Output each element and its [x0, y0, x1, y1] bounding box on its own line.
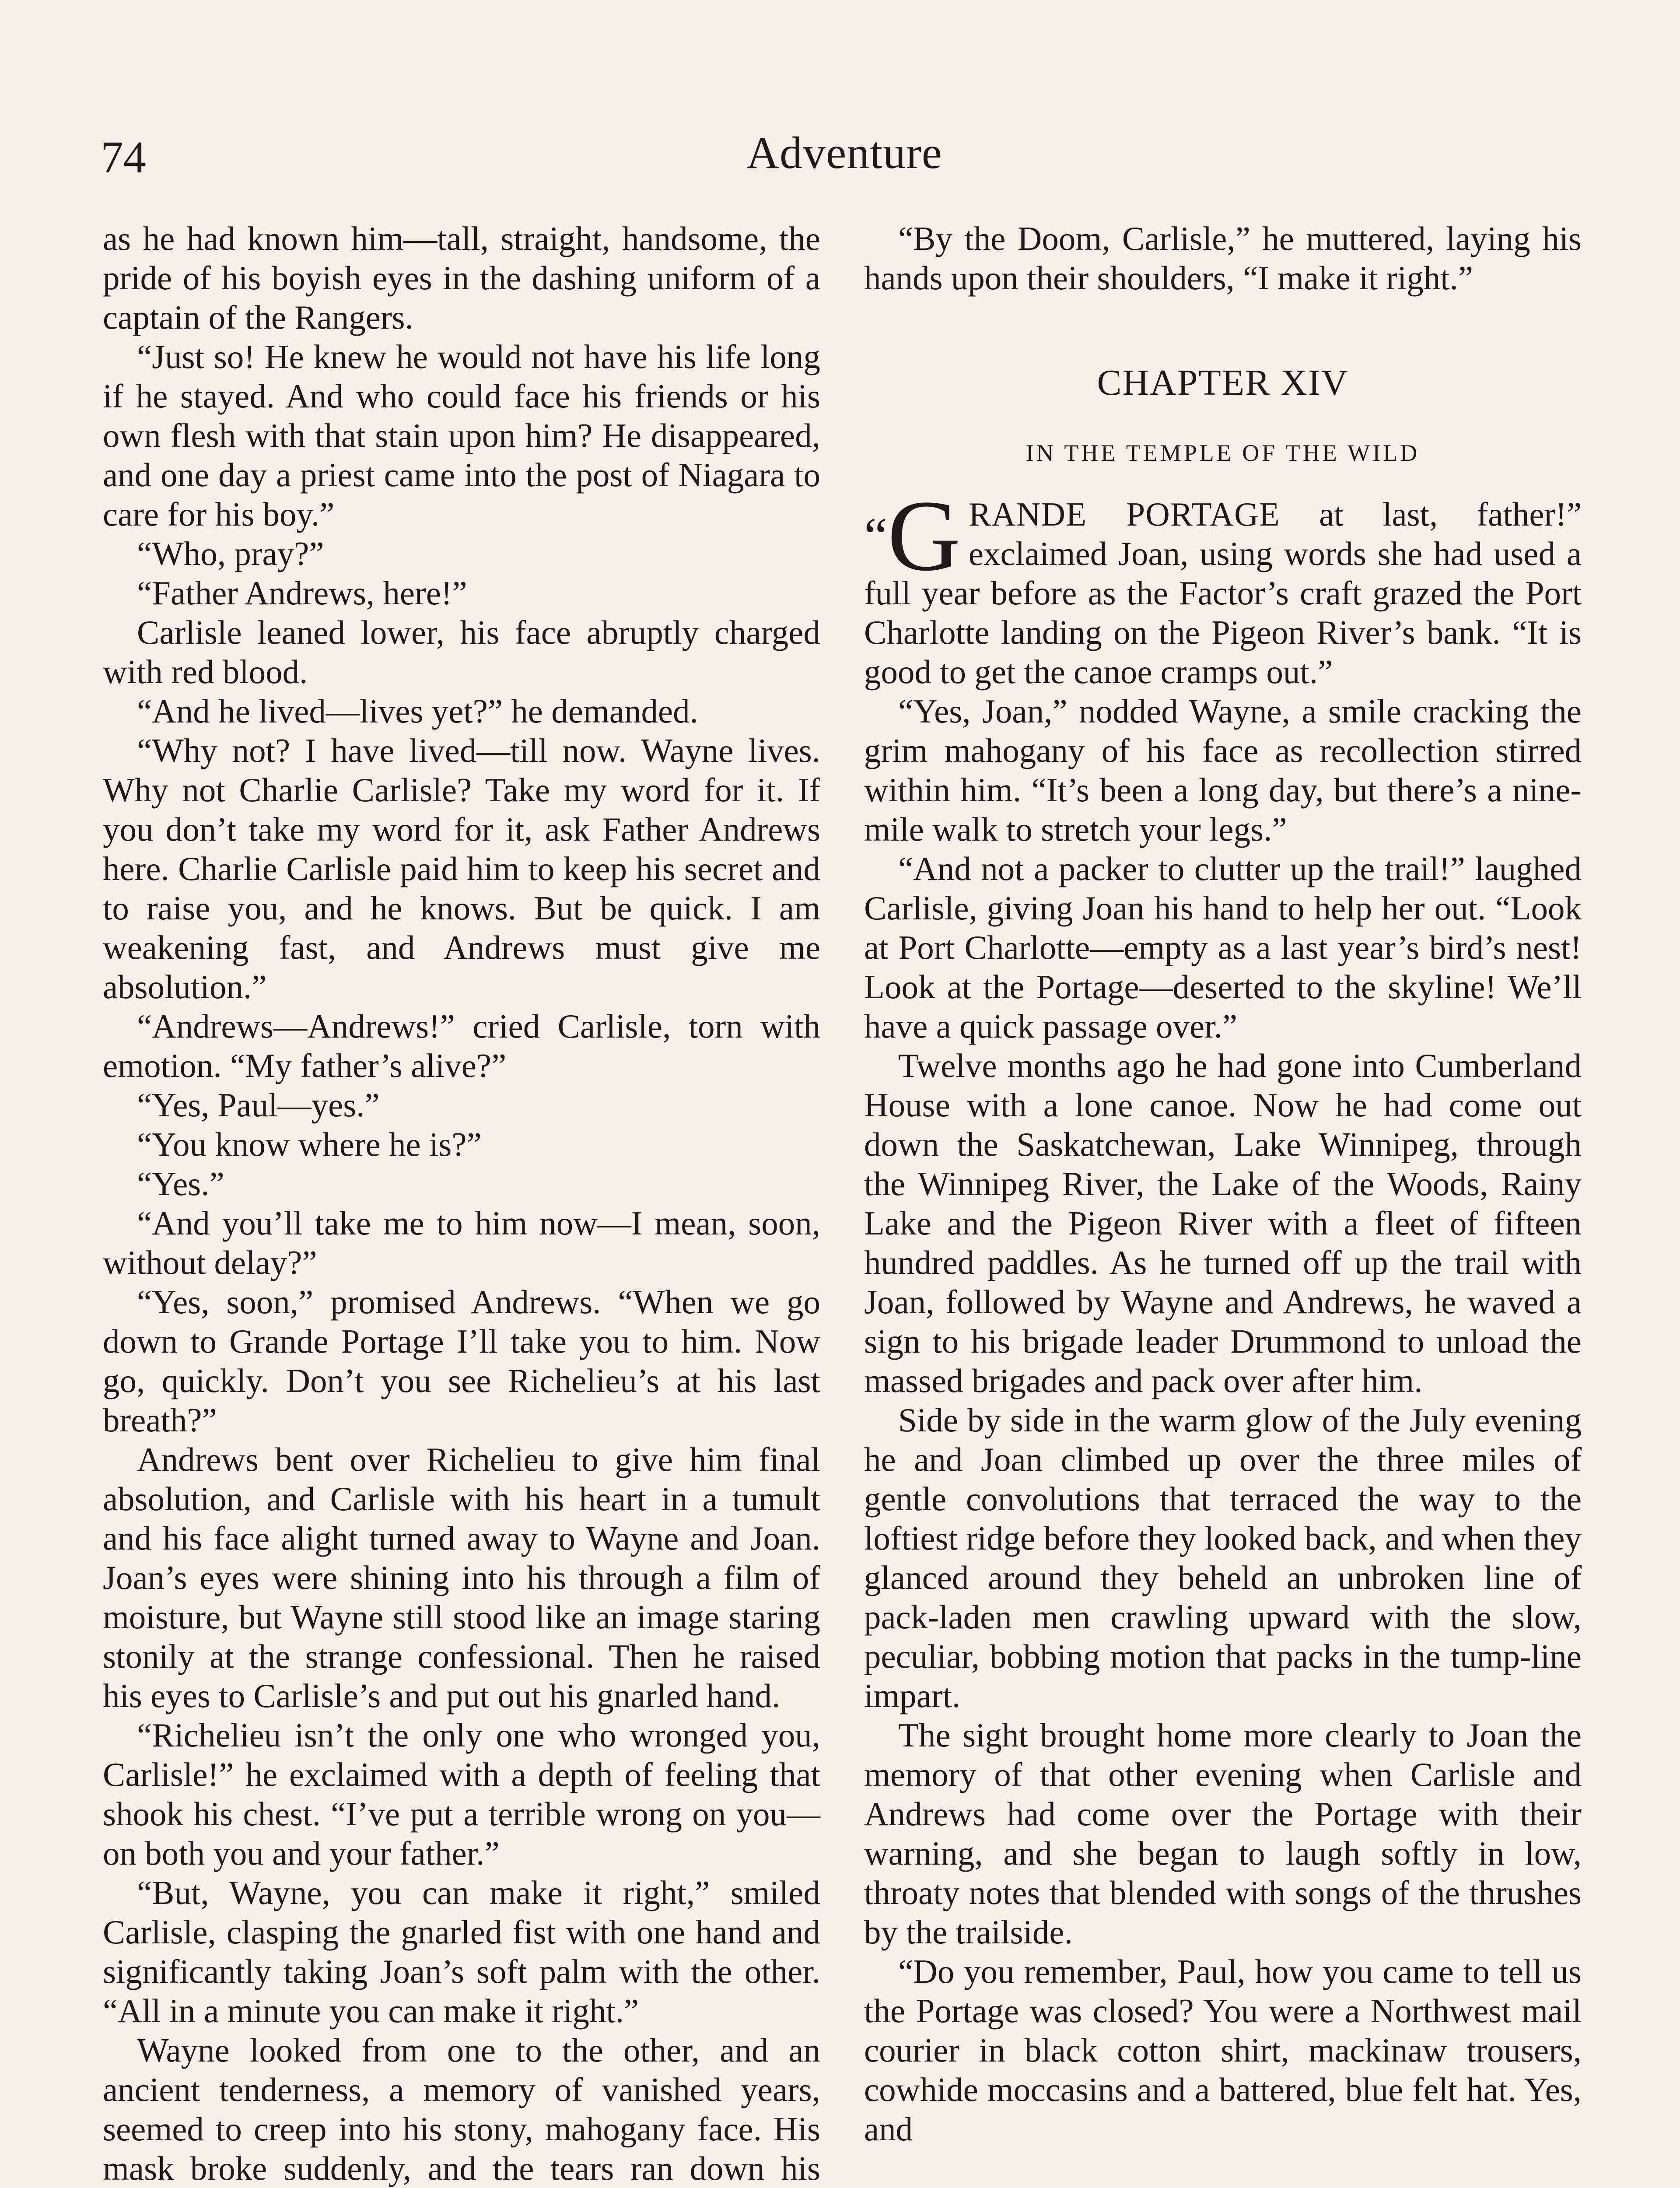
- drop-cap-quote: “: [864, 507, 888, 565]
- paragraph: “You know where he is?”: [137, 1126, 482, 1163]
- chapter-title: CHAPTER XIV: [1097, 362, 1349, 403]
- paragraph: “Yes, Paul—yes.”: [137, 1086, 380, 1124]
- drop-cap: [864, 480, 961, 592]
- paragraph: “But, Wayne, you can make it right,” smiled Carlisle, clasping the gnarled fist with one hand and significantly taking Joan’s soft palm with the other. “All in a minute you can make it right.”: [103, 1874, 820, 2030]
- paragraph: “Yes, soon,” promised Andrews. “When we go down to Grande Portage I’ll take you to him. Now go, quickly. Don’t you see Richelieu’s at his last breath?”: [103, 1283, 820, 1439]
- right-column: [864, 219, 1582, 2149]
- paragraph: “Do you remember, Paul, how you came to tell us the Portage was closed? You were a Northwest mail courier in black cotton shirt, mackinaw trousers, cowhide moccasins and a battered, blue felt hat. Yes, and: [864, 1953, 1582, 2148]
- drop-cap-letter: G: [887, 480, 961, 592]
- left-column: [103, 219, 820, 2188]
- paragraph: as he had known him—tall, straight, handsome, the pride of his boyish eyes in the dashing uniform of a captain of the Rangers.: [103, 220, 820, 336]
- running-head: Adventure: [746, 128, 942, 178]
- paragraph: “And not a packer to clutter up the trail!” laughed Carlisle, giving Joan his hand to help her out. “Look at Port Charlotte—empty as a last year’s bird’s nest! Look at the Portage—deserted to the skyline! We’ll have a quick passage over.”: [864, 850, 1582, 1045]
- page-header: [101, 127, 1588, 188]
- paragraph: “Andrews—Andrews!” cried Carlisle, torn with emotion. “My father’s alive?”: [103, 1007, 820, 1084]
- paragraph: “Why not? I have lived—till now. Wayne lives. Why not Charlie Carlisle? Take my word for it. If you don’t take my word for it, ask Father Andrews here. Charlie Carlisle paid him to keep his secret and to raise you, and he knows. But be quick. I am weakening fast, and Andrews must give me absolution.”: [103, 732, 820, 1006]
- page-number: 74: [101, 132, 146, 182]
- paragraph: “Father Andrews, here!”: [137, 574, 467, 612]
- paragraph: “And he lived—lives yet?” he demanded.: [137, 692, 698, 730]
- paragraph: “Yes, Joan,” nodded Wayne, a smile cracking the grim mahogany of his face as recollection stirred within him. “It’s been a long day, but there’s a nine-mile walk to stretch your legs.”: [864, 692, 1582, 848]
- paragraph: The sight brought home more clearly to Joan the memory of that other evening when Carlisle and Andrews had come over the Portage with their warning, and she began to laugh softly in low, throaty notes that blended with songs of the thrushes by the trailside.: [864, 1716, 1582, 1951]
- paragraph: Andrews bent over Richelieu to give him final absolution, and Carlisle with his heart in a tumult and his face alight turned away to Wayne and Joan. Joan’s eyes were shining into his through a film of moisture, but Wayne still stood like an image staring stonily at the strange confessional. Then he raised his eyes to Carlisle’s and put out his gnarled hand.: [103, 1441, 820, 1715]
- paragraph: Wayne looked from one to the other, and an ancient tenderness, a memory of vanished years, seemed to creep into his stony, mahogany face. His mask broke suddenly, and the tears ran down his: [103, 2031, 820, 2187]
- chapter-subtitle: IN THE TEMPLE OF THE WILD: [1026, 440, 1420, 466]
- opening-caps: RANDE PORTAGE: [968, 495, 1280, 533]
- paragraph: “Who, pray?”: [137, 535, 324, 572]
- paragraph: “Yes.”: [137, 1165, 224, 1203]
- paragraph: “Richelieu isn’t the only one who wronged you, Carlisle!” he exclaimed with a depth of feeling that shook his chest. “I’ve put a terrible wrong on you—on both you and your father.”: [103, 1716, 820, 1872]
- paragraph: Twelve months ago he had gone into Cumberland House with a lone canoe. Now he had come out down the Saskatchewan, Lake Winnipeg, through the Winnipeg River, the Lake of the Woods, Rainy Lake and the Pigeon River with a fleet of fifteen hundred paddles. As he turned off up the trail with Joan, followed by Wayne and Andrews, he waved a sign to his brigade leader Drummond to unload the massed brigades and pack over after him.: [864, 1047, 1582, 1399]
- chapter-opening-paragraph: [864, 480, 1582, 691]
- paragraph: “By the Doom, Carlisle,” he muttered, laying his hands upon their shoulders, “I make it right.”: [864, 220, 1582, 297]
- paragraph: Side by side in the warm glow of the July evening he and Joan climbed up over the three miles of gentle convolutions that terraced the way to the loftiest ridge before they looked back, and when they glanced around they beheld an unbroken line of pack-laden men crawling upward with the slow, peculiar, bobbing motion that packs in the tump-line impart.: [864, 1401, 1582, 1715]
- paragraph: “Just so! He knew he would not have his life long if he stayed. And who could face his friends or his own flesh with that stain upon him? He disappeared, and one day a priest came into the post of Niagara to care for his boy.”: [103, 338, 820, 533]
- opening-text: at last, father!” exclaimed Joan, using words she had used a full year before as the Factor’s craft grazed the Port Charlotte landing on the Pigeon River’s bank. “It is good to get the canoe cramps out.”: [864, 495, 1582, 691]
- paragraph: Carlisle leaned lower, his face abruptly charged with red blood.: [103, 614, 820, 691]
- paragraph: “And you’ll take me to him now—I mean, soon, without delay?”: [103, 1204, 820, 1281]
